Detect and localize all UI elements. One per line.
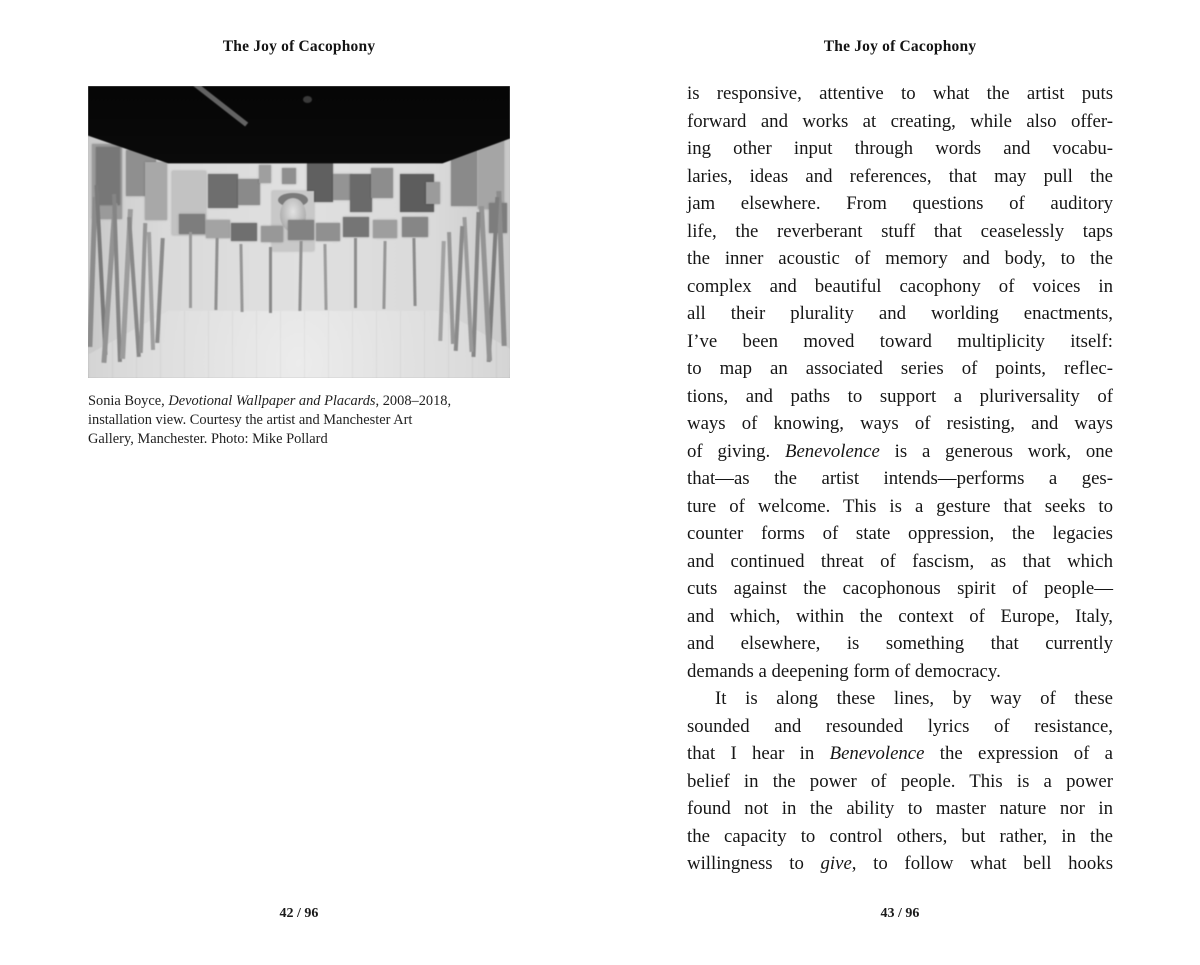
- text-line: belief in the power of people. This is a power: [687, 770, 1113, 792]
- photo-poster: [426, 182, 440, 204]
- text-line: forward and works at creating, while also offer-: [687, 110, 1113, 132]
- photo-placard-board: [402, 217, 428, 237]
- text-line: demands a deepening form of democracy.: [687, 660, 1001, 682]
- text-line: complex and beautiful cacophony of voices in: [687, 275, 1113, 297]
- text-line: all their plurality and worlding enactments,: [687, 303, 1113, 324]
- text-line: cuts against the cacophonous spirit of people—: [687, 578, 1113, 599]
- body-text: [687, 80, 1113, 878]
- text-line: the capacity to control others, but rather, in the: [687, 825, 1113, 847]
- photo-poster: [96, 147, 120, 205]
- text-line: willingness to give, to follow what bell hooks: [687, 853, 1114, 874]
- text-line: ways of knowing, ways of resisting, and ways: [687, 413, 1113, 434]
- right-running-header: The Joy of Cacophony: [823, 38, 977, 55]
- photo-placard-board: [231, 223, 257, 241]
- photo-poster: [145, 162, 167, 220]
- photo-placard-board: [288, 220, 314, 240]
- text-line: laries, ideas and references, that may pull the: [687, 165, 1113, 187]
- photo-poster: [259, 165, 271, 183]
- photo-placard-stick: [189, 232, 192, 308]
- text-line: and elsewhere, is something that currently: [687, 633, 1113, 654]
- photo-caption: [88, 392, 520, 448]
- text-line: ture of welcome. This is a gesture that seeks to: [687, 495, 1113, 517]
- text-line: I’ve been moved toward multiplicity itself:: [687, 330, 1113, 352]
- text-line: jam elsewhere. From questions of auditory: [687, 193, 1113, 214]
- text-line: life, the reverberant stuff that ceaselessly taps: [687, 220, 1113, 242]
- text-line: It is along these lines, by way of these: [715, 688, 1113, 709]
- text-line: counter forms of state oppression, the legacies: [687, 523, 1113, 544]
- photo-placard-stick: [269, 247, 272, 313]
- text-line: the inner acoustic of memory and body, to the: [687, 248, 1113, 269]
- text-line: ing other input through words and vocabu-: [687, 138, 1113, 159]
- photo-poster: [208, 174, 238, 208]
- photo-poster: [282, 168, 296, 184]
- text-line: that I hear in Benevolence the expression of a: [687, 743, 1113, 764]
- left-running-header: The Joy of Cacophony: [222, 38, 376, 55]
- photo-poster: [238, 179, 260, 205]
- photo-placard-board: [316, 223, 340, 241]
- photo-poster: [350, 174, 372, 212]
- text-line: sounded and resounded lyrics of resistance,: [687, 715, 1113, 737]
- text-line: is responsive, attentive to what the artist puts: [687, 83, 1113, 104]
- caption-line: installation view. Courtesy the artist and Manchester Art: [88, 411, 413, 428]
- photo-poster: [371, 168, 393, 198]
- photo-poster: [333, 174, 351, 200]
- installation-photo: [88, 86, 510, 378]
- photo-scene: [88, 86, 510, 378]
- text-line: tions, and paths to support a pluriversality of: [687, 385, 1113, 407]
- photo-placard-board: [206, 220, 230, 238]
- left-page-number: 42 / 96: [279, 906, 319, 921]
- text-line: to map an associated series of points, reflec-: [687, 358, 1113, 379]
- text-line: of giving. Benevolence is a generous work, one: [687, 440, 1113, 462]
- text-line: that—as the artist intends—performs a ges-: [687, 468, 1113, 489]
- caption-line: Sonia Boyce, Devotional Wallpaper and Placards, 2008–2018,: [88, 393, 452, 409]
- photo-placard-stick: [354, 238, 357, 308]
- photo-placard-board: [261, 226, 283, 242]
- photo-placard-board: [373, 220, 397, 238]
- caption-line: Gallery, Manchester. Photo: Mike Pollard: [88, 430, 328, 447]
- text-line: found not in the ability to master nature nor in: [687, 798, 1113, 819]
- right-page-number: 43 / 96: [880, 906, 920, 921]
- text-line: and continued threat of fascism, as that which: [687, 550, 1113, 572]
- photo-placard-board: [343, 217, 369, 237]
- text-line: and which, within the context of Europe, Italy,: [687, 605, 1113, 627]
